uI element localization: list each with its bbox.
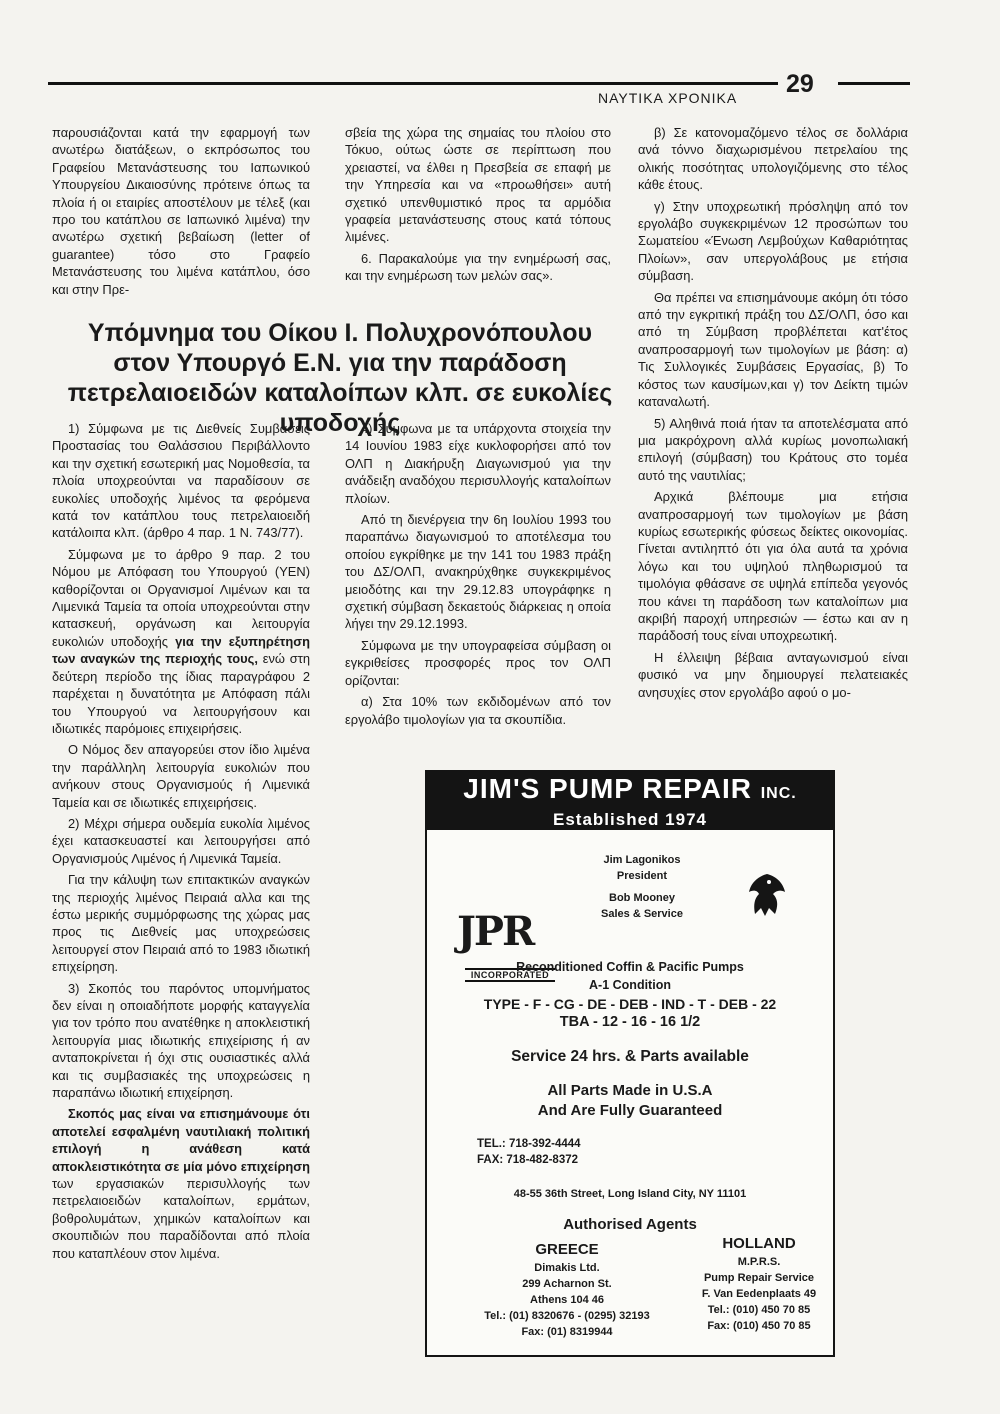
contact-2: [577, 890, 707, 922]
established-line: Established 1974: [553, 810, 707, 829]
paragraph: Ο Νόμος δεν απαγορεύει στον ίδιο λιμένα την παράλληλη λειτουργία ευκολιών που ανήκουν στους Οργανισμούς ή Λιμενικά Ταμεία και σε ιδιωτικές επιχειρήσεις.: [52, 742, 310, 810]
paragraph: 2) Μέχρι σήμερα ουδεμία ευκολία λιμένος έχει κατασκευαστεί και λειτουργήσει από Οργανισμούς Λιμένος ή Λιμενικά Ταμεία.: [52, 815, 310, 866]
company-name: JIM'S PUMP REPAIR INC.: [463, 773, 797, 804]
paragraph: α) Στα 10% των εκδιδομένων από τον εργολάβο τιμολογίων για τα σκουπίδια.: [345, 694, 611, 727]
paragraph: 1) Σύμφωνα με τις Διεθνείς Συμβάσεις Προστασίας του Θαλάσσιου Περιβάλλοντο και την σχετική εσωτερική μας Νομοθεσία, τα πλοία υποχρεούνται να παραδίσουν σε ευκολίες υποδοχής λιμένος τα φερόμενα κατά τον κατάπλου τους πετρελαιοειδή κατάλοιπα κλπ. (άρθρο 4 παρ. 1 Ν. 743/77).: [52, 421, 310, 541]
eagle-icon: [745, 870, 789, 920]
top-col1-text: παρουσιάζονται κατά την εφαρμογή των ανωτέρω διατάξεων, ο εκπρόσωπος του Γραφείου Μετανάστευσης του Ιαπωνικού Υπουργείου Δικαιοσύνης πρότεινε όπως τα πλοία ή οι εταιρίες αποστέλουν με τέλεξ (και προ του κατάπλου σε Ιαπωνικό λιμένα) την ανωτέρω σχετική βεβαίωση (letter of guarantee) τόσο στο Γραφείο Μετανάστευσης του λιμένα κατάπλου, όσο και στην Πρε-: [52, 125, 310, 297]
greece-fax: Fax: (01) 8319944: [521, 1326, 613, 1338]
holland-country: HOLLAND: [722, 1235, 796, 1252]
top-col2-text: σβεία της χώρα της σημαίας του πλοίου στο Τόκυο, ούτως ώστε σε περίπτωση που χρειαστεί, να έλθει η Πρεσβεία σε επαφή με την Υπηρεσία και να «προωθήσει» αυτή σχετικό υπενθυμιστικό προς τα αρμόδια γραφεία μετανάστευσης στους κατά τόπους λιμένες.: [345, 125, 611, 245]
ad-banner: [425, 770, 835, 830]
pump-tba: TBA - 12 - 16 - 16 1/2: [559, 1014, 701, 1030]
paragraph: 3) Σκοπός του παρόντος υπομνήματος δεν είναι η οποιαδήποτε μορφής καταγγελία για τον τρόπο που ανατέθηκε η αποκλειστική λειτουργία μιας ιδιωτικής επιχείρισης ή αν ανταποκρίνεται ή όχι στις ουσιαστικές αλλά και τις συμβασιακές της υποχρεώσεις η παραπάνω ιδιωτική επιχείρηση.: [52, 980, 310, 1101]
header-rule-right: [838, 82, 910, 85]
greece-name: Dimakis Ltd.: [534, 1262, 600, 1274]
paragraph: Από τη διενέργεια την 6η Ιουλίου 1993 του παραπάνω διαγωνισμού το αποτέλεσμα του οποίου εγκρίθηκε με την 141 του 1983 πράξη του ΔΣ/ΟΛΠ, ανακηρύχθηκε συγκεκριμένος μειοδότης και την 29.12.83 υπογράφηκε η σχετική σύμβαση δεκαετούς διάρκειας η οποία λήγει την 29.12.1993.: [345, 512, 611, 632]
pumps-line-1: Reconditioned Coffin & Pacific Pumps: [516, 960, 744, 974]
top-column-1: [52, 124, 310, 302]
greece-city: Athens 104 46: [530, 1294, 604, 1306]
holland-desc: Pump Repair Service: [703, 1272, 815, 1284]
ad-body: [425, 830, 835, 1357]
agents-title: Authorised Agents: [563, 1216, 697, 1233]
company-logo: [457, 908, 550, 980]
pumps-line-2: A-1 Condition: [589, 978, 671, 992]
article-title: Υπόμνημα του Οίκου Ι. Πολυχρονόπουλου στον Υπουργό Ε.Ν. για την παράδοση πετρελαιοειδών καταλοίπων κλπ. σε ευκολίες υποδοχής: [67, 319, 613, 437]
greece-tel: Tel.: (01) 8320676 - (0295) 32193: [484, 1310, 650, 1322]
holland-tel: Tel.: (010) 450 70 85: [707, 1304, 811, 1316]
paragraph: Σύμφωνα με το άρθρο 9 παρ. 2 του Νόμου με Απόφαση του Υπουργού (ΥΕΝ) καθορίζονται οι Οργανισμοί Λιμένων και τα Λιμενικά Ταμεία τα οποία υποχρεούνται στην κατασκευή, οργάνωση και λειτουργία ευκολιών υποδοχής για την εξυπηρέτηση των αναγκών της περιοχής τους, ενώ στη δεύτερη περίοδο της ίδιας παραγράφου 2 παρέχεται η δυνατότητα με Απόφαση πάλι του Υπουργού να λειτουργήσουν και ιδιωτικές παρόμοιες επιχειρήσεις.: [52, 546, 311, 736]
fax: FAX: 718-482-8372: [477, 1154, 579, 1166]
section-title: ΝΑΥΤΙΚΑ ΧΡΟΝΙΚΑ: [598, 90, 738, 106]
logo-letters: JPR: [457, 908, 534, 955]
paragraph: Σύμφωνα με την υπογραφείσα σύμβαση οι εγκριθείσες προσφορές προς τον ΟΛΠ ορίζονται:: [345, 637, 611, 688]
paragraph: γ) Στην υποχρεωτική πρόσληψη από τον εργολάβο συγκεκριμένων 12 προσώπων του Σωματείου «Ένωση Λεμβούχων Καθαριότητας Πλοίων», σαν υπεργολάβους με ετήσια σύμβαση.: [638, 198, 908, 284]
header-rule-left: [48, 82, 778, 85]
contact-1-name: Jim Lagonikos: [603, 854, 681, 866]
paragraph: Αρχικά βλέπουμε μια ετήσια αναπροσαρμογή των τιμολογίων με βάση κυρίως εσωτερικής φύσεως δείκτες οικονομίας. Γίνεται αντιληπτό ότι για όλα αυτά τα χρόνια λόγω και του υψηλού πληθωρισμού τα τιμολόγια φθάσανε σε υψηλά επίπεδα γεγονός που κάνει τη παράδοση των καταλοίπων μια ακριβή παροχή υπηρεσιών — έστω και αν η παράδοσή τους είναι υποχρεωτική.: [638, 489, 908, 644]
phone: TEL.: 718-392-4444: [477, 1138, 581, 1150]
paragraph: Για την κάλυψη των επιτακτικών αναγκών της περιοχής λιμένος Πειραιά αλλα και της έστω μερικής συμμόρφωσης της χώρας μας προς τις Διεθνείς μας υποχρεώσεις λειτουργεί στον Πειραιά από το 1983 ιδιωτική επιχείρηση.: [52, 872, 310, 975]
guaranteed: And Are Fully Guaranteed: [537, 1102, 723, 1119]
top-column-2: [345, 124, 611, 289]
paragraph: Η έλλειψη βέβαια ανταγωνισμού είναι φυσικό να μην δημιουργεί πελατειακές ανησυχίες στον εργολάβο αφού ο μο-: [638, 649, 908, 700]
page-number: 29: [786, 70, 814, 98]
greece-country: GREECE: [535, 1241, 599, 1258]
greece-street: 299 Acharnon St.: [522, 1278, 612, 1290]
contact-2-title: Sales & Service: [601, 908, 683, 920]
contact-1-title: President: [616, 870, 668, 882]
address: 48-55 36th Street, Long Island City, NY 11101: [513, 1188, 747, 1200]
service-line: Service 24 hrs. & Parts available: [511, 1048, 749, 1065]
paragraph: Θα πρέπει να επισημάνουμε ακόμη ότι τόσο από την εγκριτική πράξη του ΔΣ/ΟΛΠ, όσο και από τη Σύμβαση προβλέπεται κατ'έτος αναπροσαρμογή των τιμολογίων με βάση: α) Τις Συλλογικές Συμβάσεις Εργασίας, β) Το κόστος των καυσίμων,και γ) τον Δείκτη τιμών καταναλωτή.: [638, 289, 908, 410]
paragraph: 4) Σύμφωνα με τα υπάρχοντα στοιχεία την 14 Ιουνίου 1983 είχε κυκλοφορήσει από τον ΟΛΠ η Διακήρυξη Διαγωνισμού για την ανάδειξη αναδόχου περισυλλογής καταλοίπων πλοίων.: [345, 421, 611, 506]
advertisement: [425, 770, 835, 1355]
article-column-1: [52, 420, 310, 1266]
contact-2-name: Bob Mooney: [609, 892, 675, 904]
top-col2-closing: 6. Παρακαλούμε για την ενημέρωσή σας, και την ενημέρωση των μελών σας».: [345, 250, 611, 284]
article-column-3: [638, 124, 908, 705]
holland-street: F. Van Eedenplaats 49: [701, 1288, 817, 1300]
paragraph: 5) Αληθινά ποιά ήταν τα αποτελέσματα από μια μακρόχρονη αλλά κυρίως μονοπωλιακή επιλογή (σύμβαση) του Κράτους στο τομέα αυτό της ναυτιλίας;: [638, 415, 908, 483]
paragraph: β) Σε κατονομαζόμενο τέλος σε δολλάρια ανά τόννο διαχωρισμένου πετρελαίου της ολικής ποσότητας υπολογιζόμενης στο τέλος κάθε έτους.: [638, 125, 908, 193]
agent-holland: [689, 1234, 829, 1334]
agent-greece: [435, 1240, 699, 1340]
pump-types: TYPE - F - CG - DE - DEB - IND - T - DEB - 22: [483, 996, 777, 1012]
logo-incorporated: INCORPORATED: [465, 968, 555, 982]
article-column-2: [345, 420, 611, 732]
holland-fax: Fax: (010) 450 70 85: [707, 1320, 811, 1332]
made-in-usa: All Parts Made in U.S.A: [547, 1082, 713, 1099]
paragraph: Σκοπός μας είναι να επισημάνουμε ότι αποτελεί εσφαλμένη ναυτιλιακή πολιτική επιλογή η ανάθεση κατά αποκλειστικότητα σε μία μόνο επιχείρηση των εργασιακών περισυλλογής των πετρελαιοειδών καταλοίπων, ερμάτων, βοθρολυμάτων, χημικών καταλοίπων και σκουπιδιών που παραδίδονται από πλοία που καταπλέουν στον λιμένα.: [52, 1106, 310, 1261]
contact-1: [577, 852, 707, 884]
holland-name: M.P.R.S.: [737, 1256, 781, 1268]
